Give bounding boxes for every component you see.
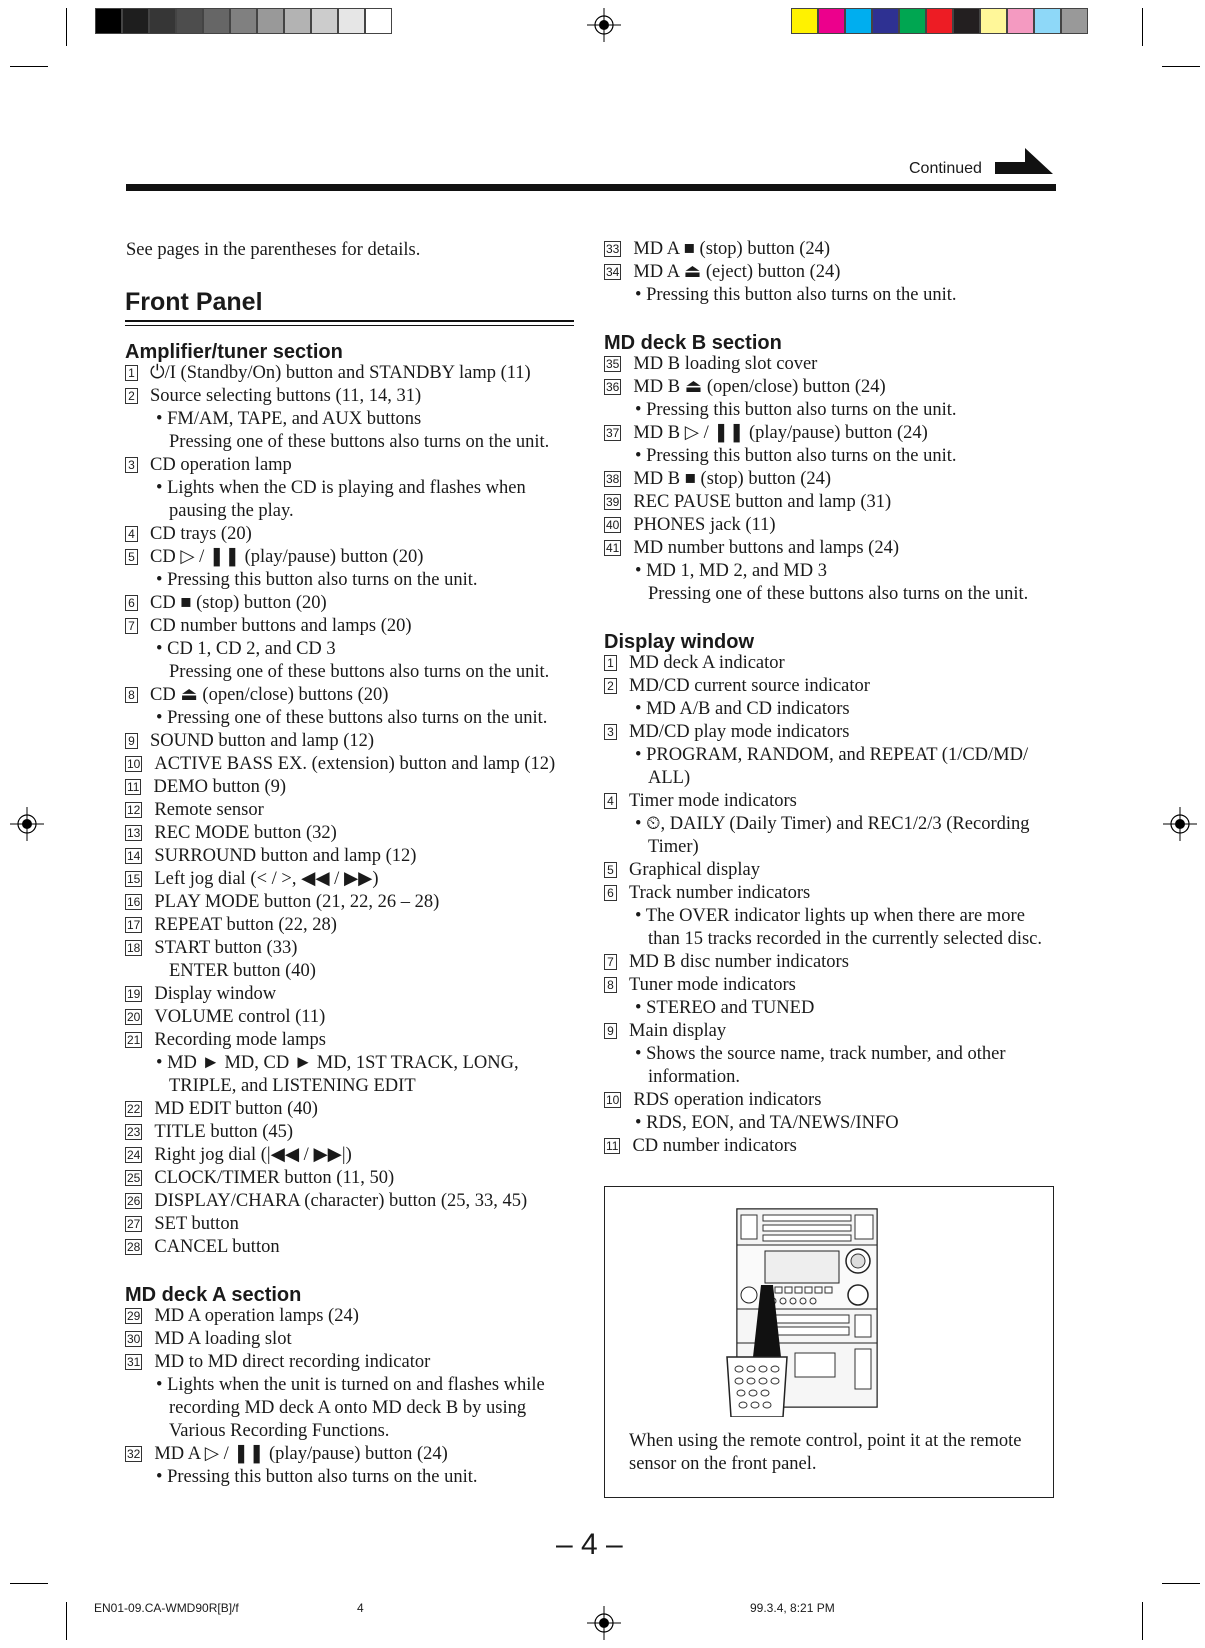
- section-heading: MD deck A section: [125, 1284, 302, 1306]
- item-number: 40: [606, 518, 620, 532]
- item-text: Source selecting buttons (11, 14, 31): [150, 386, 422, 406]
- list-item: [125, 1098, 575, 1121]
- crop-mark: [1142, 1602, 1143, 1640]
- item-number: 19: [127, 987, 141, 1001]
- color-swatch: [845, 8, 872, 34]
- list-item: [125, 1121, 575, 1144]
- color-swatch: [365, 8, 392, 34]
- list-item: [125, 753, 575, 776]
- color-swatch: [791, 8, 818, 34]
- item-text: SET button: [154, 1214, 239, 1234]
- item-number: 6: [604, 885, 617, 901]
- item-number: 12: [127, 803, 141, 817]
- item-text: REC PAUSE button and lamp (31): [633, 492, 892, 512]
- list-item: [125, 684, 575, 707]
- continuation-text: Pressing one of these buttons also turns on the unit.: [648, 584, 1029, 604]
- crop-mark: [10, 66, 48, 67]
- bullet-item: • ⏲, DAILY (Daily Timer) and REC1/2/3 (Recording: [635, 814, 1030, 834]
- color-swatch: [230, 8, 257, 34]
- item-text: MD B ▷ / ❚❚ (play/pause) button (24): [633, 423, 928, 443]
- header-rule: [126, 184, 1056, 191]
- item-text: Remote sensor: [154, 800, 264, 820]
- list-item: [125, 1029, 575, 1052]
- item-number: 15: [127, 872, 141, 886]
- list-item: [125, 546, 575, 569]
- footer-date: 99.3.4, 8:21 PM: [750, 1601, 835, 1615]
- item-number: 17: [127, 918, 141, 932]
- item-number: 24: [127, 1148, 141, 1162]
- item-number: 26: [127, 1194, 141, 1208]
- continuation-text: ALL): [648, 768, 691, 788]
- color-swatch: [899, 8, 926, 34]
- item-number: 16: [127, 895, 141, 909]
- bullet-item: • RDS, EON, and TA/NEWS/INFO: [635, 1113, 899, 1133]
- bullet-item: • CD 1, CD 2, and CD 3: [156, 639, 336, 659]
- item-text: MD B ⏏ (open/close) button (24): [633, 377, 886, 397]
- section-gap: [604, 307, 1064, 330]
- list-item: [125, 523, 575, 546]
- item-number: 7: [125, 618, 138, 634]
- item-text: ACTIVE BASS EX. (extension) button and lamp (12): [154, 754, 556, 774]
- item-text: VOLUME control (11): [154, 1007, 326, 1027]
- list-item: [125, 776, 575, 799]
- color-swatch: [872, 8, 899, 34]
- bullet-item: • Pressing this button also turns on the unit.: [635, 285, 957, 305]
- item-text: MD B disc number indicators: [629, 952, 849, 972]
- item-text: DISPLAY/CHARA (character) button (25, 33, 45): [154, 1191, 528, 1211]
- item-number: 4: [125, 526, 138, 542]
- item-text: MD A ▷ / ❚❚ (play/pause) button (24): [154, 1444, 448, 1464]
- item-number: 35: [606, 357, 620, 371]
- list-item: [604, 951, 1064, 974]
- list-item: [125, 1236, 575, 1259]
- list-item: [604, 514, 1064, 537]
- bullet-item: • Pressing this button also turns on the unit.: [156, 570, 478, 590]
- item-text: MD B ■ (stop) button (24): [633, 469, 832, 489]
- item-number: 32: [127, 1447, 141, 1461]
- item-text: CD number buttons and lamps (20): [150, 616, 412, 636]
- continuation-text: Various Recording Functions.: [169, 1421, 390, 1441]
- crop-mark: [66, 8, 67, 46]
- item-number: 39: [606, 495, 620, 509]
- item-text: REC MODE button (32): [154, 823, 337, 843]
- list-item: [125, 1213, 575, 1236]
- item-text: Track number indicators: [629, 883, 811, 903]
- item-text: SURROUND button and lamp (12): [154, 846, 417, 866]
- item-text: ⏻/I (Standby/On) button and STANDBY lamp (11): [150, 363, 531, 383]
- item-number: 1: [604, 655, 617, 671]
- item-text: CLOCK/TIMER button (11, 50): [154, 1168, 395, 1188]
- item-text: MD EDIT button (40): [154, 1099, 318, 1119]
- bullet-item: • Pressing this button also turns on the unit.: [635, 400, 957, 420]
- item-text: MD deck A indicator: [629, 653, 785, 673]
- item-text: PHONES jack (11): [633, 515, 776, 535]
- item-number: 31: [127, 1355, 141, 1369]
- list-item: [125, 799, 575, 822]
- crop-mark: [10, 1583, 48, 1584]
- section-heading: MD deck B section: [604, 332, 782, 354]
- item-number: 20: [127, 1010, 141, 1024]
- continued-label: Continued: [909, 160, 982, 177]
- continuation-text: Timer): [648, 837, 699, 857]
- crop-mark: [1162, 1583, 1200, 1584]
- list-item: [125, 592, 575, 615]
- crop-mark: [1162, 66, 1200, 67]
- list-item: [604, 491, 1064, 514]
- continuation-text: Pressing one of these buttons also turns on the unit.: [169, 432, 550, 452]
- item-text: CD trays (20): [150, 524, 252, 544]
- list-item: [125, 1190, 575, 1213]
- item-number: 8: [604, 977, 617, 993]
- list-item: [604, 675, 1064, 698]
- list-item: [604, 537, 1064, 560]
- bullet-item: • MD 1, MD 2, and MD 3: [635, 561, 827, 581]
- item-number: 41: [606, 541, 620, 555]
- list-item: [125, 845, 575, 868]
- item-number: 28: [127, 1240, 141, 1254]
- title-rule-thin: [125, 325, 574, 326]
- item-number: 1: [125, 365, 138, 381]
- item-number: 2: [604, 678, 617, 694]
- item-text: REPEAT button (22, 28): [154, 915, 337, 935]
- item-text: MD A ■ (stop) button (24): [633, 239, 831, 259]
- list-item: [125, 868, 575, 891]
- list-item: [125, 385, 575, 408]
- item-number: 2: [125, 388, 138, 404]
- item-text: MD A ⏏ (eject) button (24): [633, 262, 841, 282]
- continuation-text: ENTER button (40): [169, 961, 316, 981]
- item-number: 7: [604, 954, 617, 970]
- list-item: [125, 454, 575, 477]
- item-text: CD operation lamp: [150, 455, 292, 475]
- list-item: [125, 615, 575, 638]
- item-number: 6: [125, 595, 138, 611]
- list-item: [125, 1305, 575, 1328]
- color-swatch: [1034, 8, 1061, 34]
- item-number: 5: [125, 549, 138, 565]
- crop-mark: [1142, 8, 1143, 46]
- bullet-item: • STEREO and TUNED: [635, 998, 815, 1018]
- item-text: Recording mode lamps: [154, 1030, 326, 1050]
- item-text: CD number indicators: [632, 1136, 797, 1156]
- list-item: [125, 1443, 575, 1466]
- registration-mark-icon: [10, 807, 44, 841]
- footer-filename: EN01-09.CA-WMD90R[B]/f: [94, 1601, 239, 1615]
- item-text: TITLE button (45): [154, 1122, 294, 1142]
- continuation-text: information.: [648, 1067, 740, 1087]
- bullet-item: • MD ► MD, CD ► MD, 1ST TRACK, LONG,: [156, 1053, 519, 1073]
- color-swatch: [311, 8, 338, 34]
- color-swatch: [818, 8, 845, 34]
- list-item: [604, 1135, 1064, 1158]
- item-number: 38: [606, 472, 620, 486]
- right-column: [604, 238, 1064, 1158]
- continuation-text: TRIPLE, and LISTENING EDIT: [169, 1076, 416, 1096]
- section-gap: [604, 606, 1064, 629]
- bullet-item: • PROGRAM, RANDOM, and REPEAT (1/CD/MD/: [635, 745, 1029, 765]
- bullet-item: • Pressing one of these buttons also turns on the unit.: [156, 708, 548, 728]
- page-number: – 4 –: [556, 1528, 623, 1561]
- list-item: [604, 721, 1064, 744]
- list-item: [125, 1006, 575, 1029]
- note-text-line1: When using the remote control, point it at the remote: [629, 1431, 1022, 1451]
- item-number: 37: [606, 426, 620, 440]
- section-heading: Display window: [604, 631, 755, 653]
- color-swatch: [1061, 8, 1088, 34]
- bullet-item: • Lights when the unit is turned on and flashes while: [156, 1375, 545, 1395]
- color-swatch: [122, 8, 149, 34]
- list-item: [604, 376, 1064, 399]
- list-item: [125, 1351, 575, 1374]
- item-number: 25: [127, 1171, 141, 1185]
- item-number: 36: [606, 380, 620, 394]
- stereo-system-illustration: [725, 1207, 885, 1417]
- item-text: CD ▷ / ❚❚ (play/pause) button (20): [150, 547, 424, 567]
- item-text: DEMO button (9): [153, 777, 287, 797]
- continuation-text: than 15 tracks recorded in the currently selected disc.: [648, 929, 1042, 949]
- color-swatch: [980, 8, 1007, 34]
- section-heading: Amplifier/tuner section: [125, 341, 343, 363]
- section-gap: [125, 1259, 575, 1282]
- intro-text: See pages in the parentheses for details.: [126, 240, 421, 260]
- note-text-line2: sensor on the front panel.: [629, 1454, 817, 1474]
- footer-page: 4: [357, 1601, 364, 1615]
- item-number: 3: [604, 724, 617, 740]
- item-text: PLAY MODE button (21, 22, 26 – 28): [154, 892, 440, 912]
- list-item: [604, 353, 1064, 376]
- list-item: [604, 652, 1064, 675]
- list-item: [604, 238, 1064, 261]
- registration-mark-icon: [587, 1606, 621, 1640]
- color-swatch: [149, 8, 176, 34]
- item-text: MD A operation lamps (24): [154, 1306, 359, 1326]
- list-item: [125, 822, 575, 845]
- item-number: 11: [606, 1139, 619, 1153]
- continuation-text: recording MD deck A onto MD deck B by using: [169, 1398, 527, 1418]
- list-item: [604, 882, 1064, 905]
- item-text: Graphical display: [629, 860, 760, 880]
- color-swatch: [203, 8, 230, 34]
- item-text: Timer mode indicators: [629, 791, 797, 811]
- item-text: Left jog dial (< / >, ◀◀ / ▶▶): [154, 869, 379, 889]
- registration-mark-icon: [1163, 807, 1197, 841]
- list-item: [604, 790, 1064, 813]
- item-number: 30: [127, 1332, 141, 1346]
- item-number: 8: [125, 687, 138, 703]
- crop-mark: [66, 1602, 67, 1640]
- continued-arrow-icon: [995, 148, 1053, 176]
- continuation-text: Pressing one of these buttons also turns on the unit.: [169, 662, 550, 682]
- list-item: [125, 1328, 575, 1351]
- list-item: [125, 891, 575, 914]
- item-number: 11: [127, 780, 140, 794]
- list-item: [125, 1167, 575, 1190]
- item-text: MD to MD direct recording indicator: [154, 1352, 431, 1372]
- item-number: 22: [127, 1102, 141, 1116]
- list-item: [125, 914, 575, 937]
- item-text: START button (33): [154, 938, 298, 958]
- bullet-item: • Pressing this button also turns on the unit.: [156, 1467, 478, 1487]
- item-number: 10: [127, 757, 141, 771]
- list-item: [125, 362, 575, 385]
- item-text: MD number buttons and lamps (24): [633, 538, 900, 558]
- continuation-text: pausing the play.: [169, 501, 294, 521]
- color-swatch: [926, 8, 953, 34]
- list-item: [604, 1089, 1064, 1112]
- bullet-item: • The OVER indicator lights up when there are more: [635, 906, 1025, 926]
- color-swatch: [284, 8, 311, 34]
- item-number: 33: [606, 242, 620, 256]
- item-text: MD/CD play mode indicators: [629, 722, 850, 742]
- item-text: Display window: [154, 984, 277, 1004]
- item-number: 9: [604, 1023, 617, 1039]
- item-text: CD ■ (stop) button (20): [150, 593, 327, 613]
- color-swatch: [95, 8, 122, 34]
- list-item: [604, 859, 1064, 882]
- item-text: RDS operation indicators: [633, 1090, 822, 1110]
- item-text: MD/CD current source indicator: [629, 676, 870, 696]
- list-item: [125, 730, 575, 753]
- list-item: [604, 261, 1064, 284]
- list-item: [604, 422, 1064, 445]
- item-number: 29: [127, 1309, 141, 1323]
- item-number: 3: [125, 457, 138, 473]
- item-number: 4: [604, 793, 617, 809]
- page-title: Front Panel: [125, 288, 263, 316]
- item-number: 13: [127, 826, 141, 840]
- item-text: CANCEL button: [154, 1237, 280, 1257]
- list-item: [125, 983, 575, 1006]
- list-item: [604, 974, 1064, 997]
- color-swatch: [176, 8, 203, 34]
- item-number: 10: [606, 1093, 620, 1107]
- color-swatch: [1007, 8, 1034, 34]
- item-number: 14: [127, 849, 141, 863]
- bullet-item: • FM/AM, TAPE, and AUX buttons: [156, 409, 422, 429]
- item-text: SOUND button and lamp (12): [150, 731, 375, 751]
- item-text: Tuner mode indicators: [629, 975, 796, 995]
- list-item: [604, 468, 1064, 491]
- item-number: 27: [127, 1217, 141, 1231]
- item-text: CD ⏏ (open/close) buttons (20): [150, 685, 389, 705]
- bullet-item: • Pressing this button also turns on the unit.: [635, 446, 957, 466]
- item-number: 34: [606, 265, 620, 279]
- item-text: MD B loading slot cover: [633, 354, 818, 374]
- bullet-item: • Shows the source name, track number, and other: [635, 1044, 1006, 1064]
- registration-mark-icon: [587, 8, 621, 42]
- item-text: Main display: [629, 1021, 727, 1041]
- list-item: [125, 937, 575, 960]
- item-text: Right jog dial (|◀◀ / ▶▶|): [154, 1145, 352, 1165]
- bullet-item: • Lights when the CD is playing and flashes when: [156, 478, 526, 498]
- remote-note-box: [604, 1186, 1054, 1498]
- list-item: [125, 1144, 575, 1167]
- color-swatch: [953, 8, 980, 34]
- item-number: 9: [125, 733, 138, 749]
- item-number: 18: [127, 941, 141, 955]
- item-number: 21: [127, 1033, 141, 1047]
- item-number: 5: [604, 862, 617, 878]
- title-rule: [125, 320, 574, 322]
- bullet-item: • MD A/B and CD indicators: [635, 699, 850, 719]
- left-column: [125, 339, 575, 1489]
- item-number: 23: [127, 1125, 141, 1139]
- list-item: [604, 1020, 1064, 1043]
- color-swatch: [338, 8, 365, 34]
- color-swatch: [257, 8, 284, 34]
- item-text: MD A loading slot: [154, 1329, 292, 1349]
